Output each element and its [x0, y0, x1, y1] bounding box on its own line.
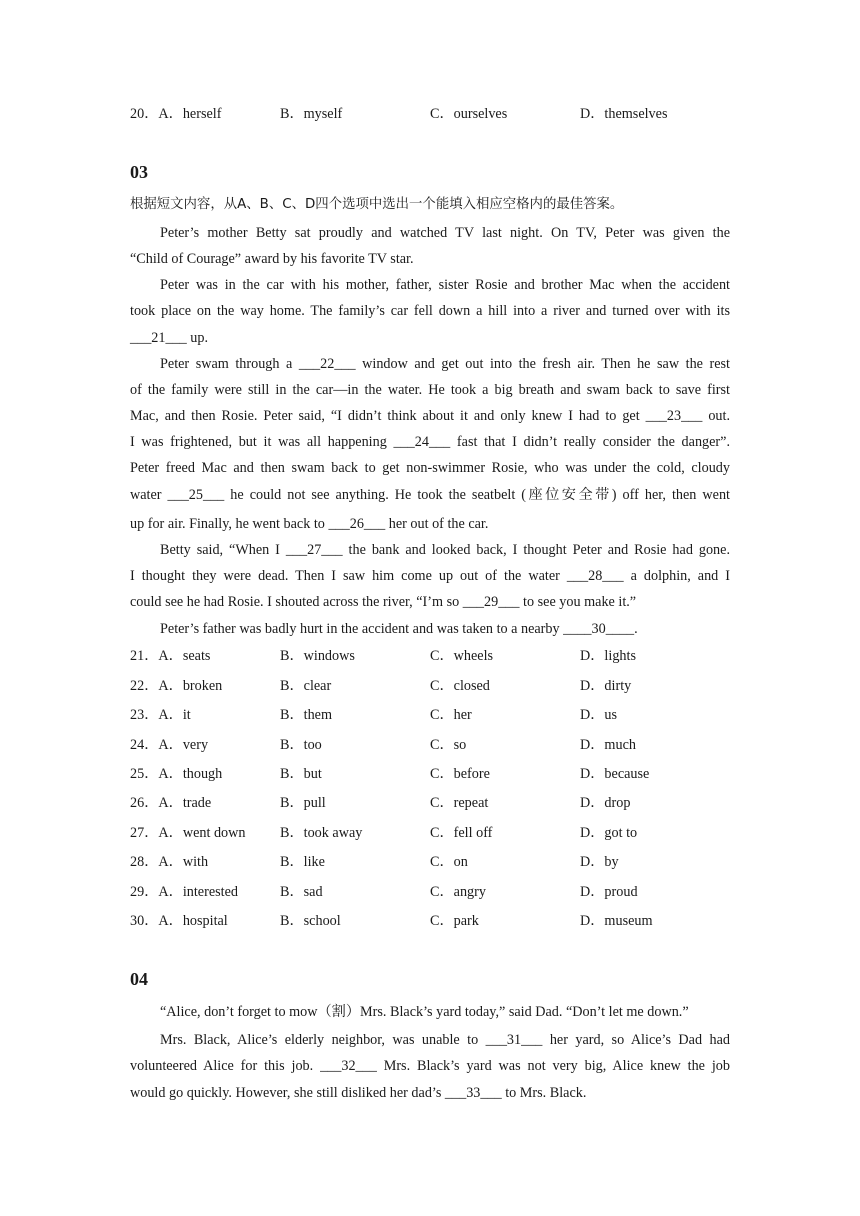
option-b: B．windows	[280, 648, 355, 664]
question-option-a: 22．A．broken	[130, 678, 223, 694]
passage-line: would go quickly. However, she still disliked her dad’s ___33___ to Mrs. Black.	[130, 1085, 587, 1101]
option-a: A．herself	[158, 106, 222, 122]
question-26-options	[130, 793, 730, 813]
passage-line: I was frightened, but it was all happening ___24___ fast that I didn’t really consider the danger”.	[130, 434, 730, 450]
question-option-a: 29．A．interested	[130, 884, 238, 900]
option-b: B．myself	[280, 106, 343, 122]
option-d: D．dirty	[580, 678, 632, 694]
option-d: D．got to	[580, 825, 638, 841]
passage-line: took place on the way home. The family’s car fell down a hill into a river and turned over with its	[130, 303, 730, 319]
option-b: B．pull	[280, 795, 326, 811]
question-option-a: 24．A．very	[130, 737, 209, 753]
question-number: 20．A．herself	[130, 106, 222, 122]
option-c: C．repeat	[430, 795, 489, 811]
passage-line: Peter’s mother Betty sat proudly and watched TV last night. On TV, Peter was given the	[160, 225, 730, 241]
option-d: D．because	[580, 766, 650, 782]
question-27-options	[130, 823, 730, 843]
passage-line: Peter was in the car with his mother, father, sister Rosie and brother Mac when the accident	[160, 277, 730, 293]
section-03-heading: 03	[130, 162, 148, 182]
option-b: B．sad	[280, 884, 323, 900]
section-04-heading: 04	[130, 969, 148, 989]
question-23-options	[130, 705, 730, 725]
passage-line: could see he had Rosie. I shouted across the river, “I’m so ___29___ to see you make it.”	[130, 594, 637, 610]
passage-line: Betty said, “When I ___27___ the bank and looked back, I thought Peter and Rosie had gone.	[160, 542, 730, 558]
question-20-options	[130, 104, 730, 124]
question-option-a: 23．A．it	[130, 707, 191, 723]
option-c: C．angry	[430, 884, 486, 900]
option-c: C．closed	[430, 678, 490, 694]
option-c: C．her	[430, 707, 472, 723]
passage-line: up for air. Finally, he went back to ___26___ her out of the car.	[130, 516, 489, 532]
option-c: C．so	[430, 737, 467, 753]
passage-line: water ___25___ he could not see anything. He took the seatbelt (座位安全带) off her, then went	[130, 487, 730, 503]
option-c: C．park	[430, 913, 479, 929]
question-24-options	[130, 735, 730, 755]
option-c: C．wheels	[430, 648, 494, 664]
section-03-instruction: 根据短文内容，从A、B、C、D四个选项中选出一个能填入相应空格内的最佳答案。	[130, 197, 624, 212]
option-d: D．us	[580, 707, 618, 723]
option-d: D．museum	[580, 913, 653, 929]
option-b: B．too	[280, 737, 322, 753]
option-c: C．before	[430, 766, 490, 782]
question-option-a: 21．A．seats	[130, 648, 211, 664]
question-30-options	[130, 911, 730, 931]
question-option-a: 25．A．though	[130, 766, 223, 782]
question-option-a: 27．A．went down	[130, 825, 246, 841]
option-c: C．ourselves	[430, 106, 508, 122]
passage-line: I thought they were dead. Then I saw him come up out of the water ___28___ a dolphin, and I	[130, 568, 730, 584]
option-c: C．on	[430, 854, 468, 870]
passage-line: volunteered Alice for this job. ___32___ Mrs. Black’s yard was not very big, Alice knew the job	[130, 1058, 730, 1074]
question-29-options	[130, 882, 730, 902]
question-option-a: 28．A．with	[130, 854, 209, 870]
passage-line: Peter swam through a ___22___ window and get out into the fresh air. Then he saw the rest	[160, 356, 730, 372]
question-option-a: 26．A．trade	[130, 795, 212, 811]
passage-line: “Child of Courage” award by his favorite TV star.	[130, 251, 414, 267]
passage-line: ___21___ up.	[130, 330, 209, 346]
option-d: D．themselves	[580, 106, 668, 122]
option-d: D．much	[580, 737, 636, 753]
option-b: B．like	[280, 854, 325, 870]
option-d: D．by	[580, 854, 619, 870]
option-b: B．them	[280, 707, 333, 723]
passage-line: of the family were still in the car—in the water. He took a big breath and swam back to save first	[130, 382, 730, 398]
option-d: D．lights	[580, 648, 636, 664]
passage-line: Mrs. Black, Alice’s elderly neighbor, was unable to ___31___ her yard, so Alice’s Dad had	[160, 1032, 730, 1048]
question-21-options	[130, 646, 730, 666]
question-25-options	[130, 764, 730, 784]
passage-line: Peter’s father was badly hurt in the accident and was taken to a nearby ____30____.	[160, 621, 638, 637]
option-c: C．fell off	[430, 825, 493, 841]
question-option-a: 30．A．hospital	[130, 913, 228, 929]
passage-line: “Alice, don’t forget to mow（割）Mrs. Black’s yard today,” said Dad. “Don’t let me down.”	[160, 1004, 689, 1020]
option-d: D．proud	[580, 884, 638, 900]
question-28-options	[130, 852, 730, 872]
question-22-options	[130, 676, 730, 696]
option-b: B．school	[280, 913, 341, 929]
option-b: B．took away	[280, 825, 363, 841]
option-d: D．drop	[580, 795, 631, 811]
option-b: B．but	[280, 766, 322, 782]
option-b: B．clear	[280, 678, 332, 694]
passage-line: Peter freed Mac and then swam back to get non-swimmer Rosie, who was under the cold, cloudy	[130, 460, 730, 476]
passage-line: Mac, and then Rosie. Peter said, “I didn’t think about it and only knew I had to get ___23___ out.	[130, 408, 730, 424]
